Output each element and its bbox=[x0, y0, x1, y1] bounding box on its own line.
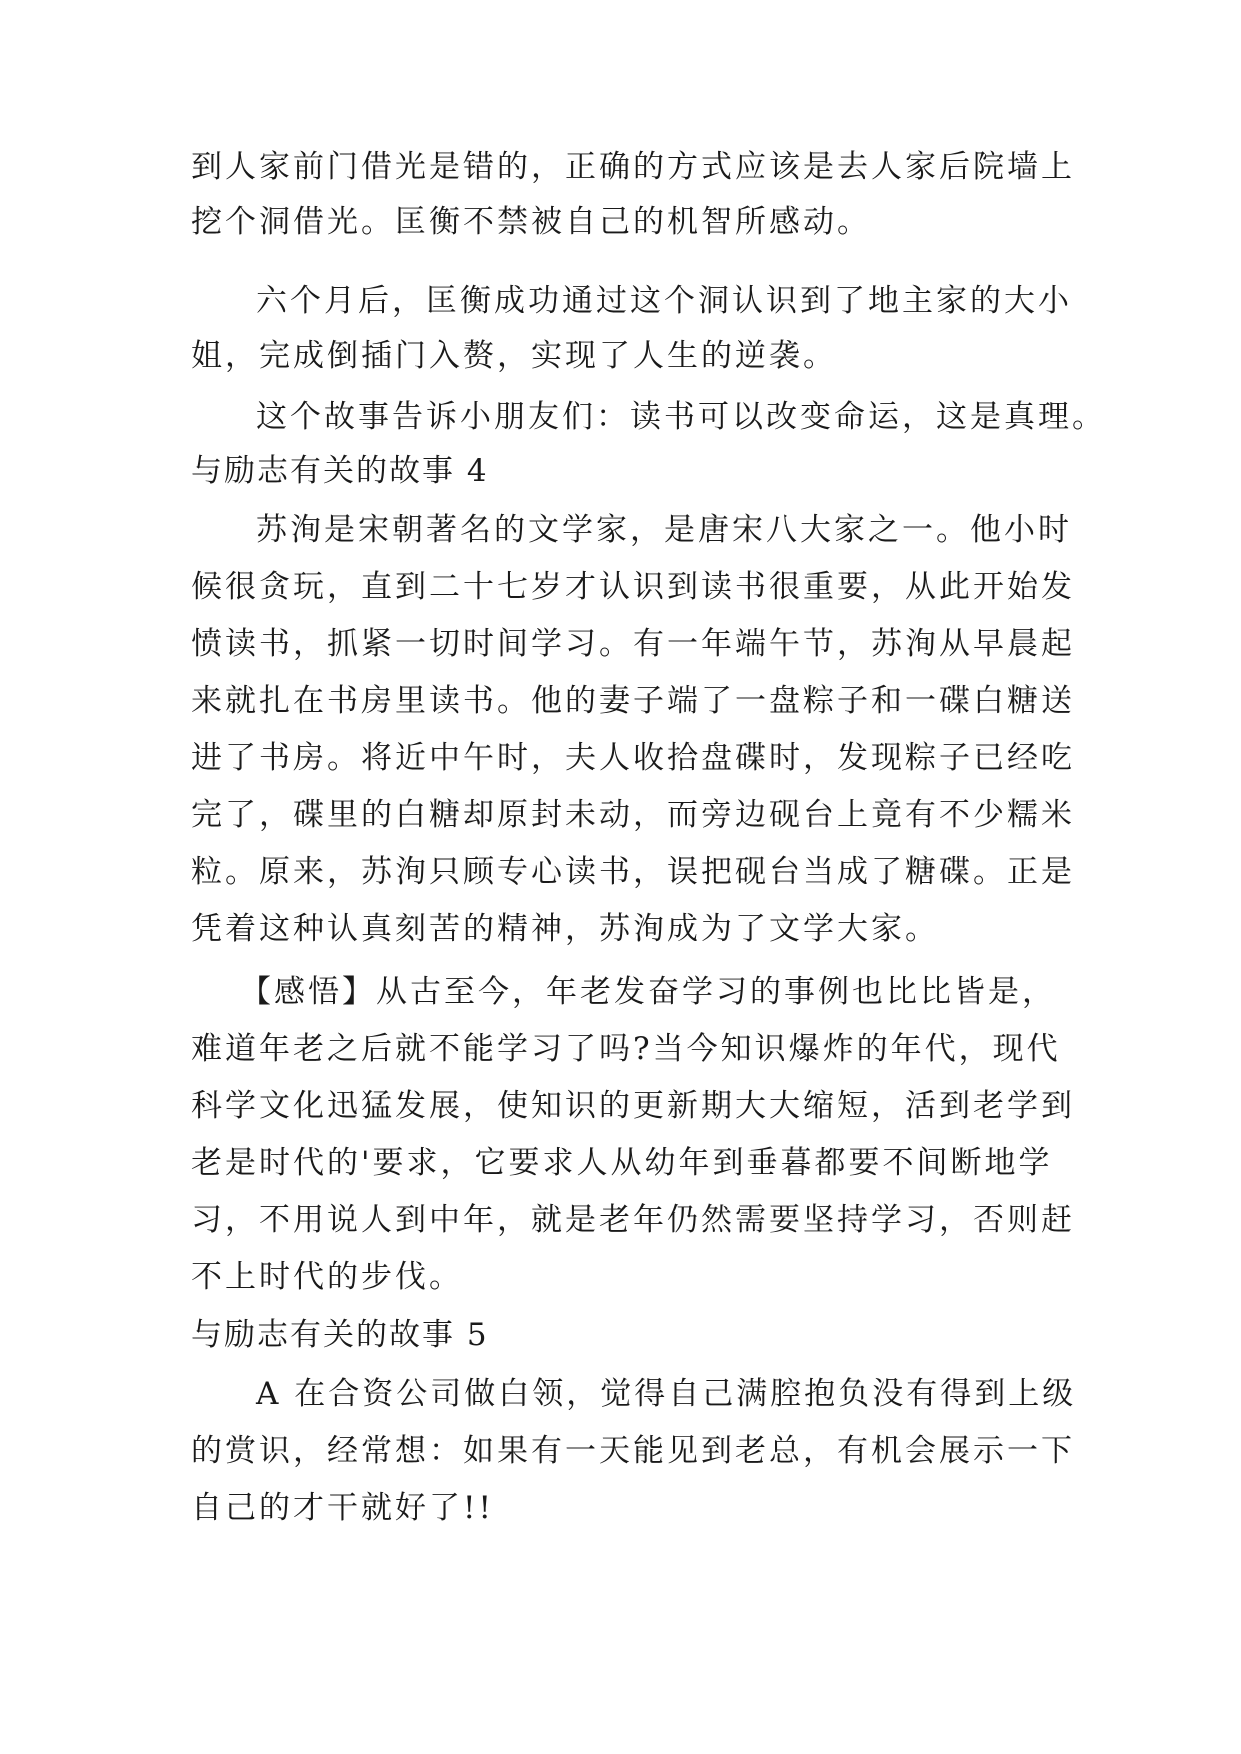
paragraph-line: A 在合资公司做白领，觉得自己满腔抱负没有得到上级 bbox=[256, 1376, 1077, 1412]
paragraph-line: 进了书房。将近中午时，夫人收拾盘碟时，发现粽子已经吃 bbox=[191, 740, 1075, 776]
paragraph-line: 到人家前门借光是错的，正确的方式应该是去人家后院墙上 bbox=[191, 149, 1075, 185]
section-heading: 与励志有关的故事 4 bbox=[191, 453, 489, 489]
section-heading: 与励志有关的故事 5 bbox=[191, 1317, 489, 1353]
paragraph-line: 粒。原来，苏洵只顾专心读书，误把砚台当成了糖碟。正是 bbox=[191, 854, 1075, 890]
paragraph-line: 自己的才干就好了!! bbox=[191, 1490, 494, 1526]
paragraph-line: 六个月后，匡衡成功通过这个洞认识到了地主家的大小 bbox=[256, 283, 1072, 319]
paragraph-line: 习，不用说人到中年，就是老年仍然需要坚持学习，否则赶 bbox=[191, 1202, 1075, 1238]
paragraph-line: 不上时代的步伐。 bbox=[191, 1259, 463, 1295]
paragraph-line: 【感悟】从古至今，年老发奋学习的事例也比比皆是， bbox=[240, 974, 1056, 1010]
paragraph-line: 愤读书，抓紧一切时间学习。有一年端午节，苏洵从早晨起 bbox=[191, 626, 1075, 662]
paragraph-line: 候很贪玩，直到二十七岁才认识到读书很重要，从此开始发 bbox=[191, 569, 1075, 605]
paragraph-line: 完了，碟里的白糖却原封未动，而旁边砚台上竟有不少糯米 bbox=[191, 797, 1075, 833]
paragraph-line: 挖个洞借光。匡衡不禁被自己的机智所感动。 bbox=[191, 204, 871, 240]
paragraph-line: 这个故事告诉小朋友们：读书可以改变命运，这是真理。 bbox=[256, 399, 1106, 435]
paragraph-line: 的赏识，经常想：如果有一天能见到老总，有机会展示一下 bbox=[191, 1433, 1075, 1469]
paragraph-line: 姐，完成倒插门入赘，实现了人生的逆袭。 bbox=[191, 338, 837, 374]
paragraph-line: 老是时代的'要求，它要求人从幼年到垂暮都要不间断地学 bbox=[191, 1145, 1053, 1181]
paragraph-line: 苏洵是宋朝著名的文学家，是唐宋八大家之一。他小时 bbox=[256, 512, 1072, 548]
paragraph-line: 难道年老之后就不能学习了吗?当今知识爆炸的年代，现代 bbox=[191, 1031, 1061, 1067]
paragraph-line: 凭着这种认真刻苦的精神，苏洵成为了文学大家。 bbox=[191, 911, 939, 947]
paragraph-line: 来就扎在书房里读书。他的妻子端了一盘粽子和一碟白糖送 bbox=[191, 683, 1075, 719]
paragraph-line: 科学文化迅猛发展，使知识的更新期大大缩短，活到老学到 bbox=[191, 1088, 1075, 1124]
